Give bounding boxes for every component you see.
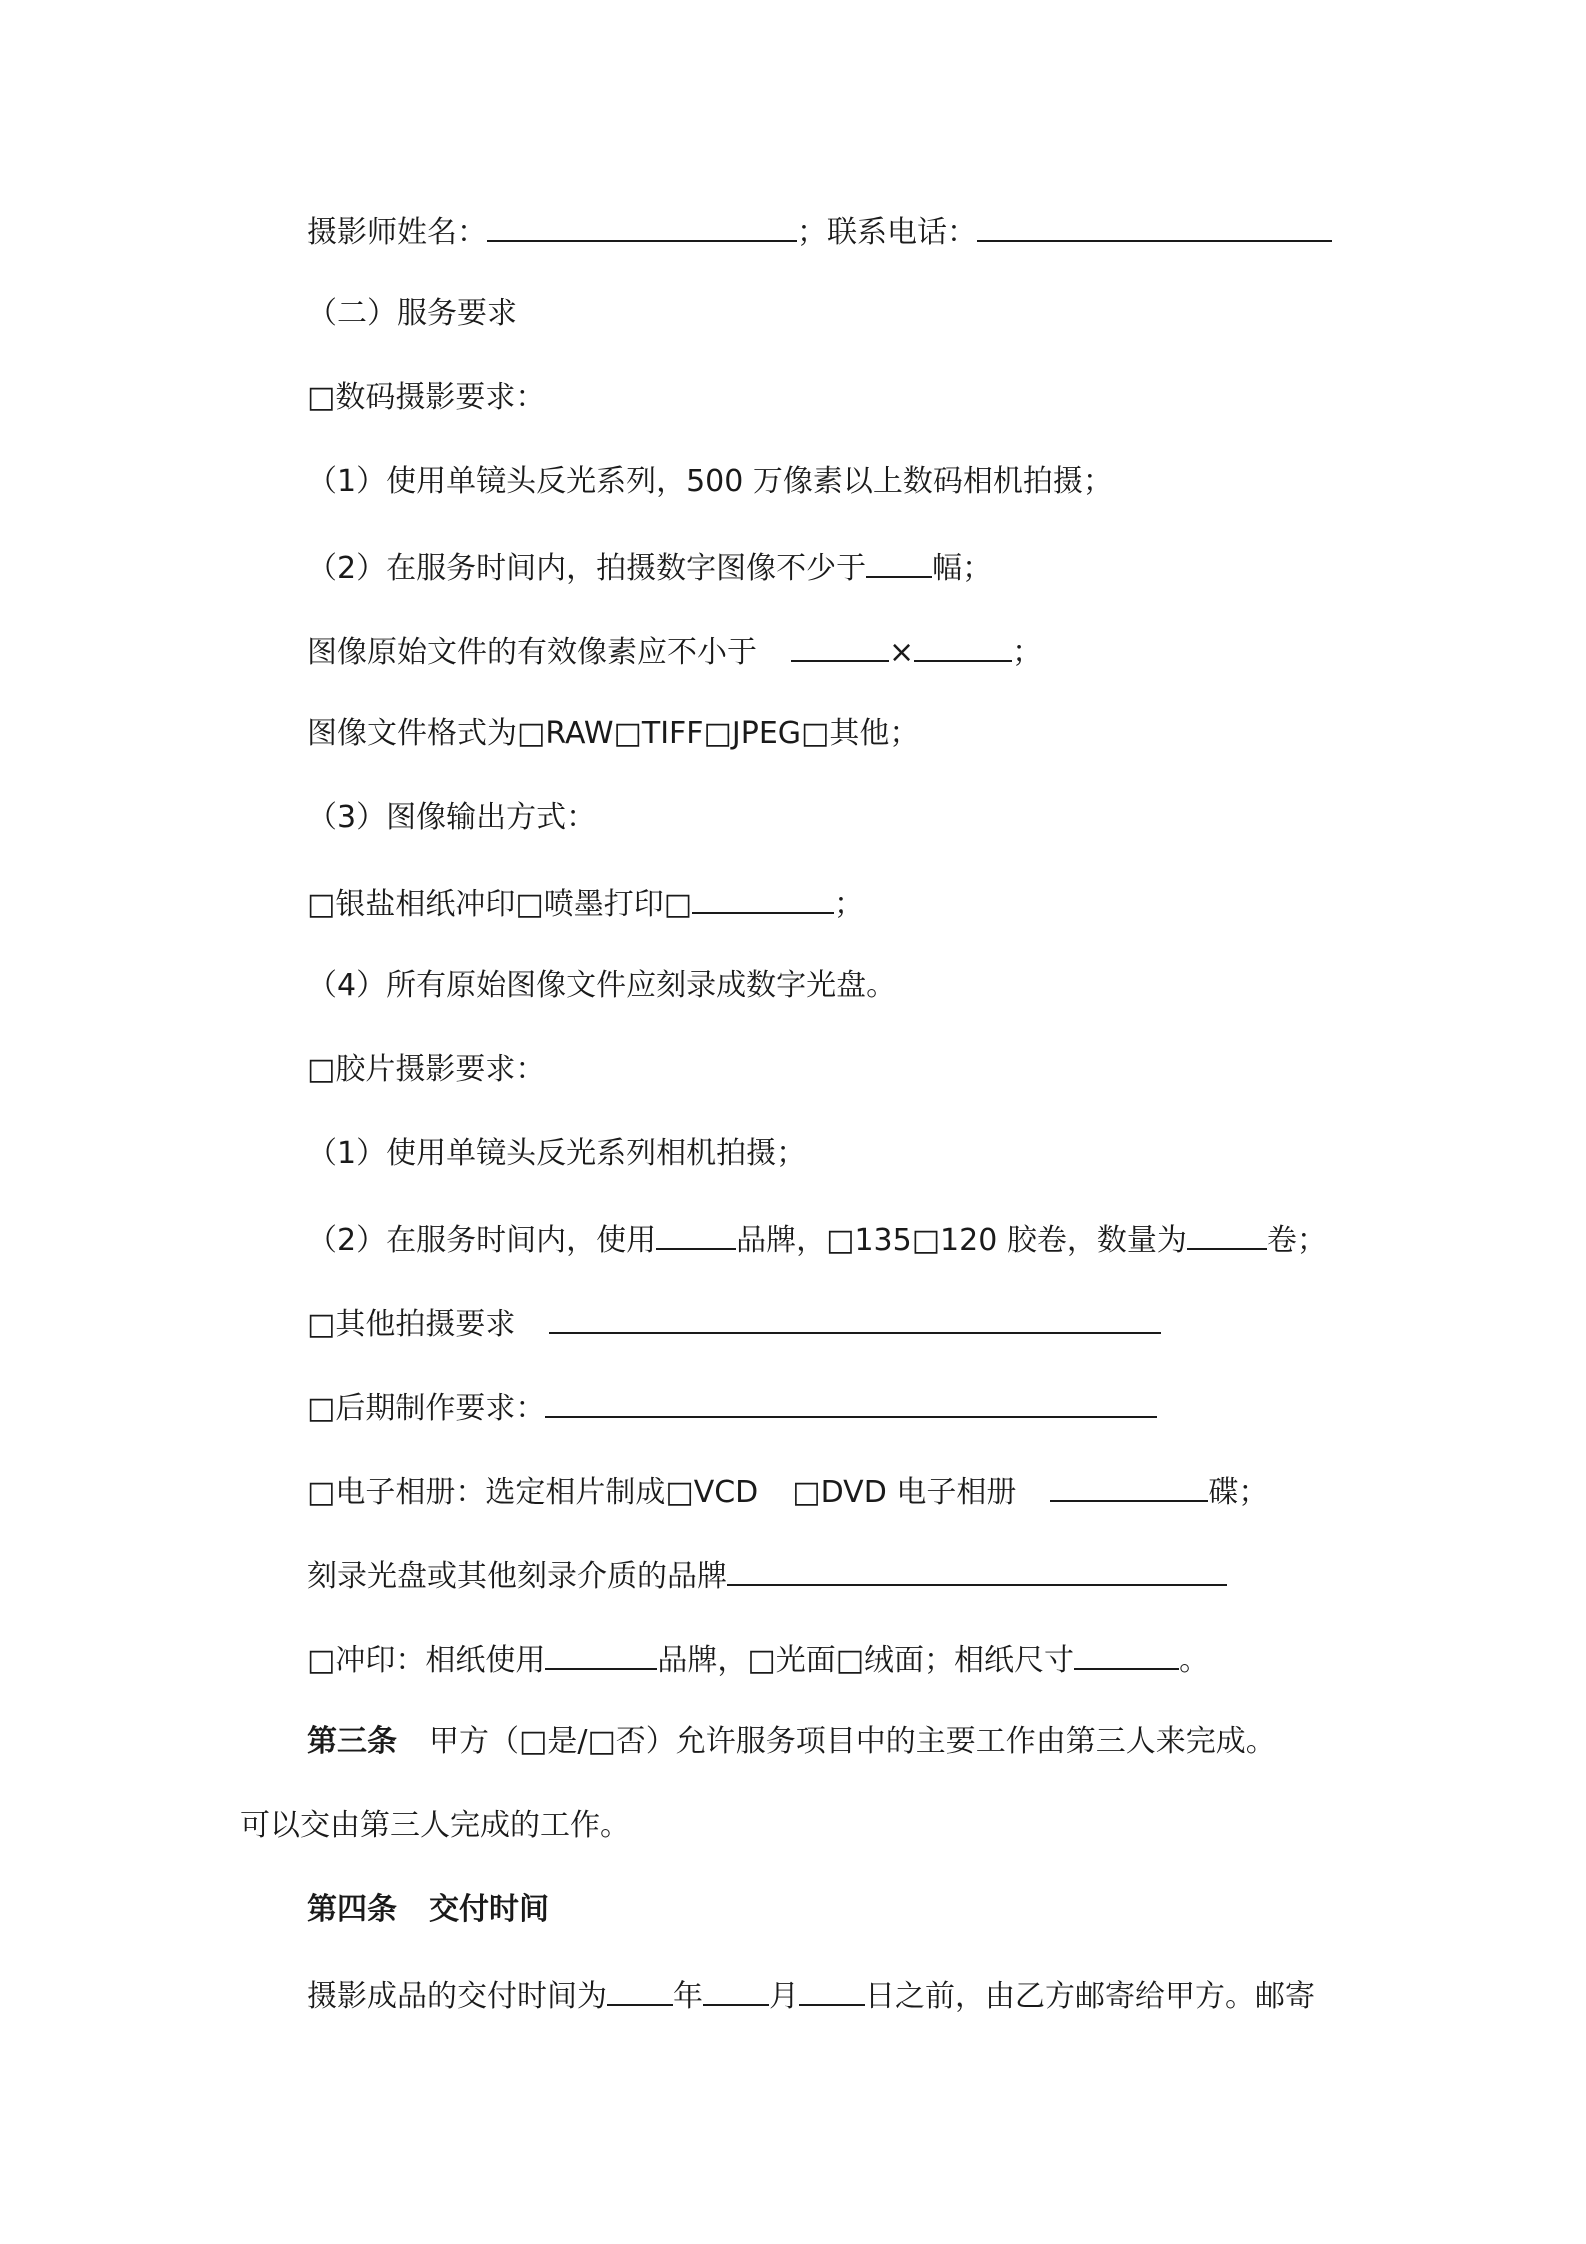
digital-item-2	[307, 546, 992, 586]
pixel-requirement-text: 图像原始文件的有效像素应不小于	[307, 635, 757, 670]
output-other-blank[interactable]	[692, 882, 834, 914]
delivery-rest-text: 日之前，由乙方邮寄给甲方。邮寄	[865, 1979, 1315, 2014]
article-three	[307, 1722, 1276, 1762]
printing-label: □冲印：相纸使用	[307, 1643, 546, 1678]
period: 。	[1179, 1643, 1210, 1678]
article-four-title: 交付时间	[429, 1892, 549, 1927]
file-format-line	[307, 714, 919, 754]
semicolon: ；	[1012, 635, 1043, 670]
day-blank[interactable]	[799, 1974, 865, 2006]
printing-line	[307, 1638, 1209, 1678]
service-requirements-heading	[307, 294, 517, 334]
image-count-blank[interactable]	[866, 546, 932, 578]
digital-item-2-text: （2）在服务时间内，拍摄数字图像不少于	[307, 551, 867, 586]
disc-brand-line	[307, 1554, 1227, 1594]
output-options-text: □银盐相纸冲印□喷墨打印□	[307, 887, 693, 922]
year-blank[interactable]	[607, 1974, 673, 2006]
month-label: 月	[769, 1979, 799, 2014]
photographer-name-label: 摄影师姓名：	[307, 215, 487, 250]
film-item-1-text: （1）使用单镜头反光系列相机拍摄；	[307, 1136, 807, 1171]
digital-photo-requirements	[307, 378, 545, 418]
paper-brand-blank[interactable]	[545, 1638, 657, 1670]
film-photo-label: □胶片摄影要求：	[307, 1052, 546, 1087]
year-label: 年	[673, 1979, 703, 2014]
film-item-2-text: （2）在服务时间内，使用	[307, 1223, 657, 1258]
digital-item-1	[307, 462, 1113, 502]
electronic-album-text: □电子相册：选定相片制成□VCD	[307, 1475, 759, 1510]
other-shooting-label: □其他拍摄要求	[307, 1307, 516, 1342]
article-three-continuation	[240, 1806, 630, 1846]
post-production-blank[interactable]	[545, 1386, 1157, 1418]
film-quantity-blank[interactable]	[1187, 1218, 1267, 1250]
article-three-label: 第三条	[307, 1724, 397, 1759]
film-item-1	[307, 1134, 806, 1174]
post-production-requirements	[307, 1386, 1157, 1426]
film-type-text: 品牌，□135□120 胶卷，数量为	[736, 1223, 1187, 1258]
disc-brand-label: 刻录光盘或其他刻录介质的品牌	[307, 1559, 727, 1594]
paper-finish-text: 品牌，□光面□绒面；相纸尺寸	[657, 1643, 1075, 1678]
semicolon: ；	[834, 887, 865, 922]
month-blank[interactable]	[703, 1974, 769, 2006]
times-sign: ×	[889, 635, 915, 670]
unit-text: 碟；	[1208, 1475, 1269, 1510]
article-four-heading	[307, 1890, 549, 1930]
unit-text: 卷；	[1266, 1223, 1327, 1258]
paper-size-blank[interactable]	[1074, 1638, 1179, 1670]
delivery-time-line	[307, 1974, 1315, 2014]
photographer-info-line	[307, 210, 1332, 250]
article-three-text: 甲方（□是/□否）允许服务项目中的主要工作由第三人来完成。	[429, 1724, 1276, 1759]
pixel-width-blank[interactable]	[791, 630, 889, 662]
digital-item-4	[307, 966, 896, 1006]
contact-phone-blank[interactable]	[977, 210, 1332, 242]
digital-photo-label: □数码摄影要求：	[307, 380, 546, 415]
digital-item-1-text: （1）使用单镜头反光系列，500 万像素以上数码相机拍摄；	[307, 464, 1113, 499]
film-photo-requirements	[307, 1050, 545, 1090]
film-item-2	[307, 1218, 1327, 1258]
unit-text: 幅；	[932, 551, 993, 586]
continuation-text: 可以交由第三人完成的工作。	[240, 1808, 630, 1843]
other-shooting-requirements	[307, 1302, 1161, 1342]
digital-item-3	[307, 798, 596, 838]
article-four-label: 第四条	[307, 1892, 397, 1927]
pixel-requirement-line	[307, 630, 1042, 670]
digital-item-4-text: （4）所有原始图像文件应刻录成数字光盘。	[307, 968, 897, 1003]
film-brand-blank[interactable]	[656, 1218, 736, 1250]
pixel-height-blank[interactable]	[914, 630, 1012, 662]
file-format-text: 图像文件格式为□RAW□TIFF□JPEG□其他；	[307, 716, 920, 751]
contact-phone-label: ；联系电话：	[797, 215, 977, 250]
output-method-label: （3）图像输出方式：	[307, 800, 597, 835]
electronic-album-line	[307, 1470, 1268, 1510]
disc-count-blank[interactable]	[1050, 1470, 1208, 1502]
other-shooting-blank[interactable]	[549, 1302, 1161, 1334]
photographer-name-blank[interactable]	[487, 210, 797, 242]
section-heading-text: （二）服务要求	[307, 296, 517, 331]
dvd-album-text: □DVD 电子相册	[792, 1475, 1017, 1510]
post-production-label: □后期制作要求：	[307, 1391, 546, 1426]
delivery-time-text: 摄影成品的交付时间为	[307, 1979, 607, 2014]
output-method-options	[307, 882, 864, 922]
disc-brand-blank[interactable]	[727, 1554, 1227, 1586]
